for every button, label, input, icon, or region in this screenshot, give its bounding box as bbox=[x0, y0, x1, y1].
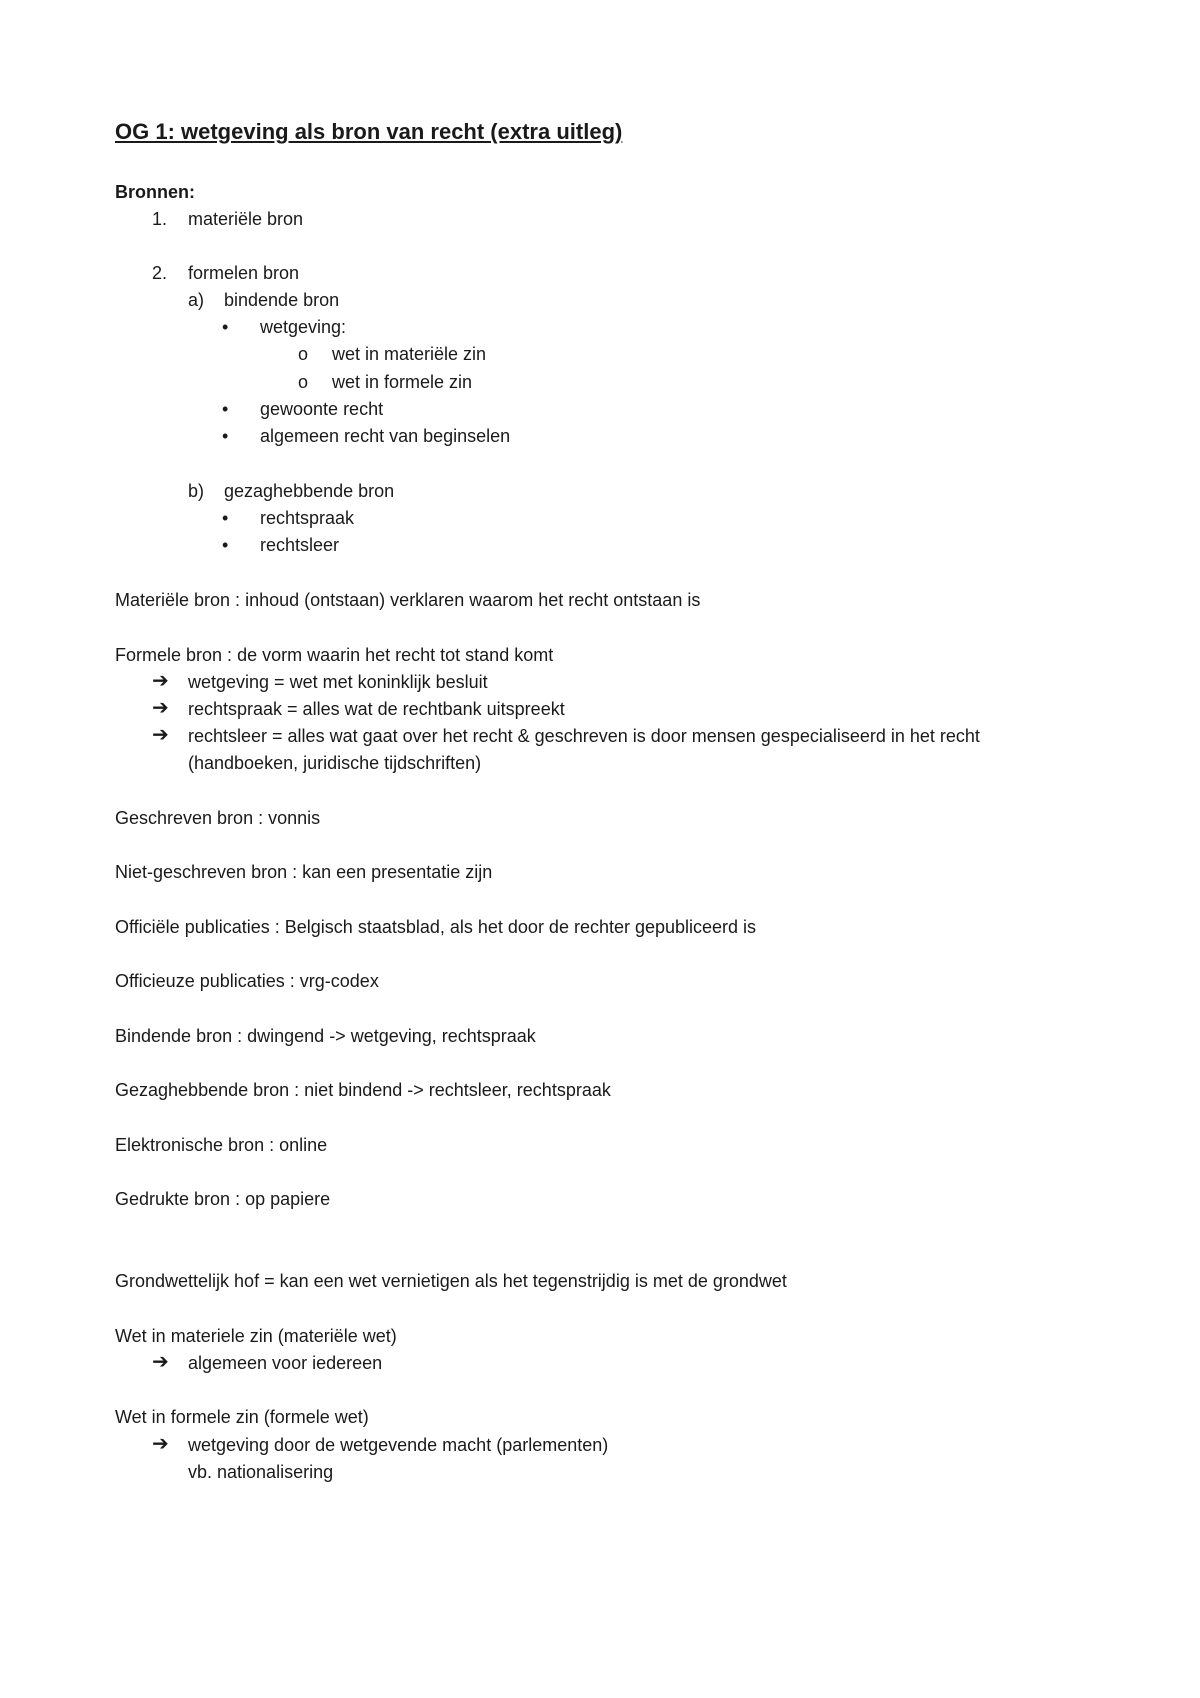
definition-formele-bron bbox=[115, 644, 553, 666]
definition-term: Formele bron : bbox=[115, 645, 233, 665]
list-number: 2. bbox=[152, 263, 168, 283]
definition-term: Officieuze publicaties : bbox=[115, 971, 295, 991]
definition-gezaghebbende-bron bbox=[115, 1079, 611, 1101]
definition-text: op papiere bbox=[245, 1189, 331, 1209]
definition-text: vrg-codex bbox=[299, 971, 379, 991]
definition-text: niet bindend -> rechtsleer, rechtspraak bbox=[304, 1080, 611, 1100]
definition-text: de vorm waarin het recht tot stand komt bbox=[237, 645, 554, 665]
arrow-icon: ➔ bbox=[152, 724, 169, 746]
definition-term: Bindende bron : bbox=[115, 1026, 243, 1046]
definition-term: Officiële publicaties : bbox=[115, 917, 280, 937]
arrow-item-continuation: vb. nationalisering bbox=[188, 1462, 334, 1482]
bullet-item: rechtsleer bbox=[260, 535, 340, 555]
sublist-letter: a) bbox=[188, 290, 205, 310]
definition-wet-formele-zin: Wet in formele zin (formele wet) bbox=[115, 1407, 369, 1427]
circle-item: wet in materiële zin bbox=[332, 344, 487, 364]
document-title: OG 1: wetgeving als bron van recht (extra uitleg) bbox=[115, 119, 623, 144]
list-number: 1. bbox=[152, 209, 168, 229]
bullet-icon: • bbox=[222, 508, 229, 528]
definition-term: Gezaghebbende bron : bbox=[115, 1080, 300, 1100]
arrow-item: rechtsleer = alles wat gaat over het recht & geschreven is door mensen gespecialiseerd in het recht bbox=[188, 726, 980, 746]
arrow-item: rechtspraak = alles wat de rechtbank uitspreekt bbox=[188, 699, 565, 719]
bullet-item: wetgeving: bbox=[260, 317, 347, 337]
definition-elektronische-bron bbox=[115, 1134, 327, 1156]
bullet-icon: • bbox=[222, 535, 229, 555]
definition-materiele-bron bbox=[115, 589, 700, 611]
arrow-icon: ➔ bbox=[152, 670, 169, 692]
definition-text: inhoud (ontstaan) verklaren waarom het recht ontstaan is bbox=[245, 590, 701, 610]
definition-niet-geschreven-bron bbox=[115, 861, 492, 883]
definition-term: Geschreven bron : bbox=[115, 808, 264, 828]
definition-geschreven-bron bbox=[115, 807, 320, 829]
arrow-icon: ➔ bbox=[152, 1351, 169, 1373]
arrow-item-continuation: (handboeken, juridische tijdschriften) bbox=[188, 753, 482, 773]
arrow-icon: ➔ bbox=[152, 1433, 169, 1455]
arrow-item: algemeen voor iedereen bbox=[188, 1353, 383, 1373]
definition-text: kan een wet vernietigen als het tegenstrijdig is met de grondwet bbox=[279, 1271, 787, 1291]
circle-item: wet in formele zin bbox=[332, 372, 473, 392]
bullet-item: gewoonte recht bbox=[260, 399, 384, 419]
definition-term: Grondwettelijk hof = bbox=[115, 1271, 275, 1291]
definition-text: vonnis bbox=[268, 808, 321, 828]
definition-text: Belgisch staatsblad, als het door de rechter gepubliceerd is bbox=[284, 917, 757, 937]
sublist-item: gezaghebbende bron bbox=[224, 481, 395, 501]
definition-officiele-publicaties bbox=[115, 916, 756, 938]
definition-term: Elektronische bron : bbox=[115, 1135, 275, 1155]
definition-term: Niet-geschreven bron : bbox=[115, 862, 298, 882]
circle-bullet-icon: o bbox=[298, 344, 309, 364]
bullet-item: rechtspraak bbox=[260, 508, 355, 528]
definition-officieuze-publicaties bbox=[115, 970, 379, 992]
definition-gedrukte-bron bbox=[115, 1188, 330, 1210]
definition-bindende-bron bbox=[115, 1025, 536, 1047]
definition-wet-materiele-zin: Wet in materiele zin (materiële wet) bbox=[115, 1326, 397, 1346]
definition-text: online bbox=[279, 1135, 328, 1155]
bullet-icon: • bbox=[222, 426, 229, 446]
sublist-letter: b) bbox=[188, 481, 205, 501]
bronnen-heading: Bronnen: bbox=[115, 182, 195, 202]
bullet-icon: • bbox=[222, 317, 229, 337]
list-item: materiële bron bbox=[188, 209, 304, 229]
definition-term: Materiële bron : bbox=[115, 590, 241, 610]
definition-text: dwingend -> wetgeving, rechtspraak bbox=[247, 1026, 536, 1046]
sublist-item: bindende bron bbox=[224, 290, 340, 310]
bullet-item: algemeen recht van beginselen bbox=[260, 426, 511, 446]
bullet-icon: • bbox=[222, 399, 229, 419]
definition-term: Gedrukte bron : bbox=[115, 1189, 241, 1209]
arrow-item: wetgeving = wet met koninklijk besluit bbox=[188, 672, 488, 692]
circle-bullet-icon: o bbox=[298, 372, 309, 392]
arrow-icon: ➔ bbox=[152, 697, 169, 719]
arrow-item: wetgeving door de wetgevende macht (parlementen) bbox=[188, 1435, 609, 1455]
definition-text: kan een presentatie zijn bbox=[302, 862, 493, 882]
list-item: formelen bron bbox=[188, 263, 300, 283]
definition-grondwettelijk-hof bbox=[115, 1270, 787, 1292]
